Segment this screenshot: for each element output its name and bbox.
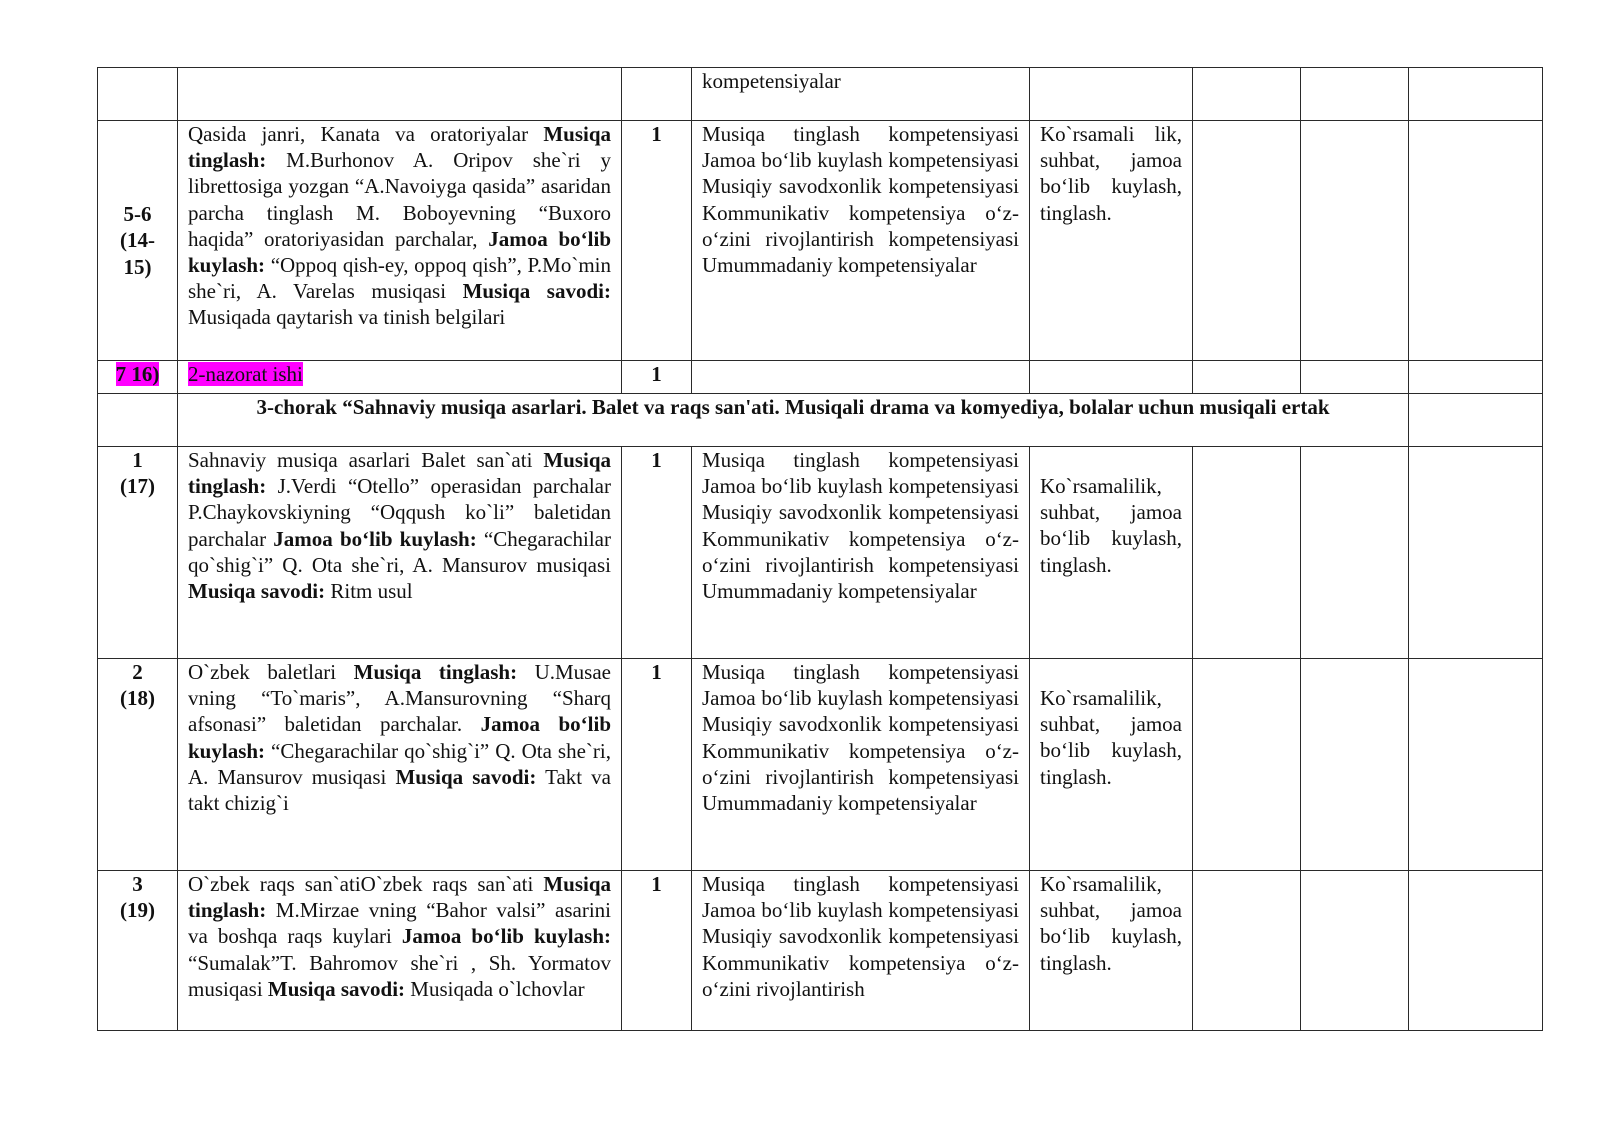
hours-cell: 1 <box>622 361 692 394</box>
table-row <box>98 871 1543 1031</box>
lesson-plan-table <box>97 67 1543 1031</box>
literacy-text: Musiqada o`lchovlar <box>405 976 585 1001</box>
empty-cell <box>1409 68 1543 121</box>
methods-cell <box>1030 361 1193 394</box>
competencies-cell: Musiqa tinglash kompetensiyasi Jamoa bo‘lib kuylash kompetensiyasi Musiqiy savodxonlik kompetensiyasi Kommunikativ kompetensiya o‘z-o‘zini rivojlantirish kompetensiyasi Umummadaniy kompetensiyalar <box>692 659 1030 871</box>
hours-cell <box>622 68 692 121</box>
empty-cell <box>1409 121 1543 361</box>
empty-cell <box>1301 871 1409 1031</box>
listen-label: Musiqa tinglash: <box>188 448 611 499</box>
empty-cell <box>1301 68 1409 121</box>
methods-cell: Ko`rsamalilik, suhbat, jamoa bo‘lib kuylash, tinglash. <box>1030 659 1193 871</box>
table-row <box>98 361 1543 394</box>
topic-cell <box>178 447 622 659</box>
literacy-text: Ritm usul <box>325 579 413 604</box>
literacy-label: Musiqa savodi: <box>188 579 326 604</box>
empty-cell <box>1409 447 1543 659</box>
competencies-cell <box>692 361 1030 394</box>
topic-intro: Qasida janri, Kanata va oratoriyalar <box>188 122 544 146</box>
topic-intro: O`zbek raqs san`atiO`zbek raqs san`ati <box>188 872 544 896</box>
sing-label: Jamoa bo‘lib kuylash: <box>401 924 611 949</box>
topic-cell <box>178 68 622 121</box>
listen-label: Musiqa tinglash: <box>353 660 518 684</box>
sing-label: Jamoa bo‘lib kuylash: <box>188 226 612 278</box>
table-row <box>98 447 1543 659</box>
empty-cell <box>1301 659 1409 871</box>
empty-cell <box>1409 394 1543 447</box>
literacy-text: Takt va takt chizig`i <box>188 764 611 816</box>
competencies-cell: kompetensiyalar <box>692 68 1030 121</box>
table-row <box>98 68 1543 121</box>
competencies-cell: Musiqa tinglash kompetensiyasi Jamoa bo‘lib kuylash kompetensiyasi Musiqiy savodxonlik kompetensiyasi Kommunikativ kompetensiya o‘z-o‘zini rivojlantirish kompetensiyasi Umummadaniy kompetensiyalar <box>692 447 1030 659</box>
topic-cell <box>178 121 622 361</box>
listen-text: M.Burhonov A. Oripov she`ri y librettosiga yozgan “A.Navoiyga qasida” asaridan parcha tinglash M. Boboyevning “Buxoro haqida” oratoriyasidan parchalar, <box>188 148 611 251</box>
hours-cell: 1 <box>622 447 692 659</box>
sing-text: “Chegarachilar qo`shig`i” Q. Ota she`ri, A. Mansurov musiqasi <box>188 738 611 789</box>
methods-cell: Ko`rsamalilik, suhbat, jamoa bo‘lib kuylash, tinglash. <box>1030 447 1193 659</box>
methods-cell: Ko`rsamalilik, suhbat, jamoa bo‘lib kuylash, tinglash. <box>1030 871 1193 1031</box>
empty-cell <box>98 394 178 447</box>
empty-cell <box>1193 871 1301 1031</box>
empty-cell <box>1193 447 1301 659</box>
table-row <box>98 121 1543 361</box>
lesson-number-cell: 2 (18) <box>98 659 178 871</box>
lesson-number-cell <box>98 361 178 394</box>
empty-cell <box>1301 447 1409 659</box>
empty-cell <box>1301 121 1409 361</box>
empty-cell <box>1193 361 1301 394</box>
sing-text: “Oppoq qish-ey, oppoq qish”, P.Mo`min she`ri, A. Varelas musiqasi <box>188 253 611 304</box>
empty-cell <box>1193 659 1301 871</box>
hours-cell: 1 <box>622 659 692 871</box>
literacy-text: Musiqada qaytarish va tinish belgilari <box>188 305 506 330</box>
sing-text: “Chegarachilar qo`shig`i” Q. Ota she`ri, A. Mansurov musiqasi <box>188 526 611 577</box>
literacy-label: Musiqa savodi: <box>395 764 537 789</box>
topic-intro: O`zbek baletlari <box>188 660 354 684</box>
literacy-label: Musiqa savodi: <box>267 976 406 1001</box>
empty-cell <box>1409 659 1543 871</box>
topic-cell <box>178 361 622 394</box>
listen-text: J.Verdi “Otello” operasidan parchalar P.Chaykovskiyning “Oqqush ko`li” baletidan parchalar <box>188 474 611 551</box>
empty-cell <box>1193 68 1301 121</box>
highlighted-topic: 2-nazorat ishi <box>188 362 303 386</box>
lesson-number-cell: 5-6 (14- 15) <box>98 121 178 361</box>
topic-cell <box>178 659 622 871</box>
empty-cell <box>1409 871 1543 1031</box>
topic-intro: Sahnaviy musiqa asarlari Balet san`ati <box>188 448 544 472</box>
hours-cell: 1 <box>622 121 692 361</box>
topic-cell <box>178 871 622 1031</box>
sing-text: “Sumalak”T. Bahromov she`ri , Sh. Yormatov musiqasi <box>188 950 611 1001</box>
methods-cell: Ko`rsamali lik, suhbat, jamoa bo‘lib kuylash, tinglash. <box>1030 121 1193 361</box>
sing-label: Jamoa bo‘lib kuylash: <box>188 712 611 763</box>
competencies-cell: Musiqa tinglash kompetensiyasi Jamoa bo‘lib kuylash kompetensiyasi Musiqiy savodxonlik kompetensiyasi Kommunikativ kompetensiya o‘z-o‘zini rivojlantirish kompetensiyasi Umummadaniy kompetensiyalar <box>692 121 1030 361</box>
empty-cell <box>1409 361 1543 394</box>
hours-cell: 1 <box>622 871 692 1031</box>
empty-cell <box>1301 361 1409 394</box>
listen-text: U.Musae vning “To`maris”, A.Mansurovning “Sharq afsonasi” baletidan parchalar. <box>188 660 611 737</box>
table-row <box>98 659 1543 871</box>
lesson-number-cell: 1 (17) <box>98 447 178 659</box>
literacy-label: Musiqa savodi: <box>462 279 611 304</box>
empty-cell <box>1193 121 1301 361</box>
competencies-cell: Musiqa tinglash kompetensiyasi Jamoa bo‘lib kuylash kompetensiyasi Musiqiy savodxonlik kompetensiyasi Kommunikativ kompetensiya o‘z-o‘zini rivojlantirish <box>692 871 1030 1031</box>
quarter-title: 3-chorak “Sahnaviy musiqa asarlari. Balet va raqs san'ati. Musiqali drama va komyediya, bolalar uchun musiqali ertak <box>178 394 1409 447</box>
methods-cell <box>1030 68 1193 121</box>
lesson-number-cell <box>98 68 178 121</box>
listen-label: Musiqa tinglash: <box>188 122 611 173</box>
quarter-header-row <box>98 394 1543 447</box>
listen-text: M.Mirzae vning “Bahor valsi” asarini va boshqa raqs kuylari <box>188 898 611 949</box>
sing-label: Jamoa bo‘lib kuylash: <box>273 526 477 551</box>
listen-label: Musiqa tinglash: <box>188 872 611 923</box>
highlighted-lesson-number: 7 16) <box>115 362 160 386</box>
lesson-number-cell: 3 (19) <box>98 871 178 1031</box>
